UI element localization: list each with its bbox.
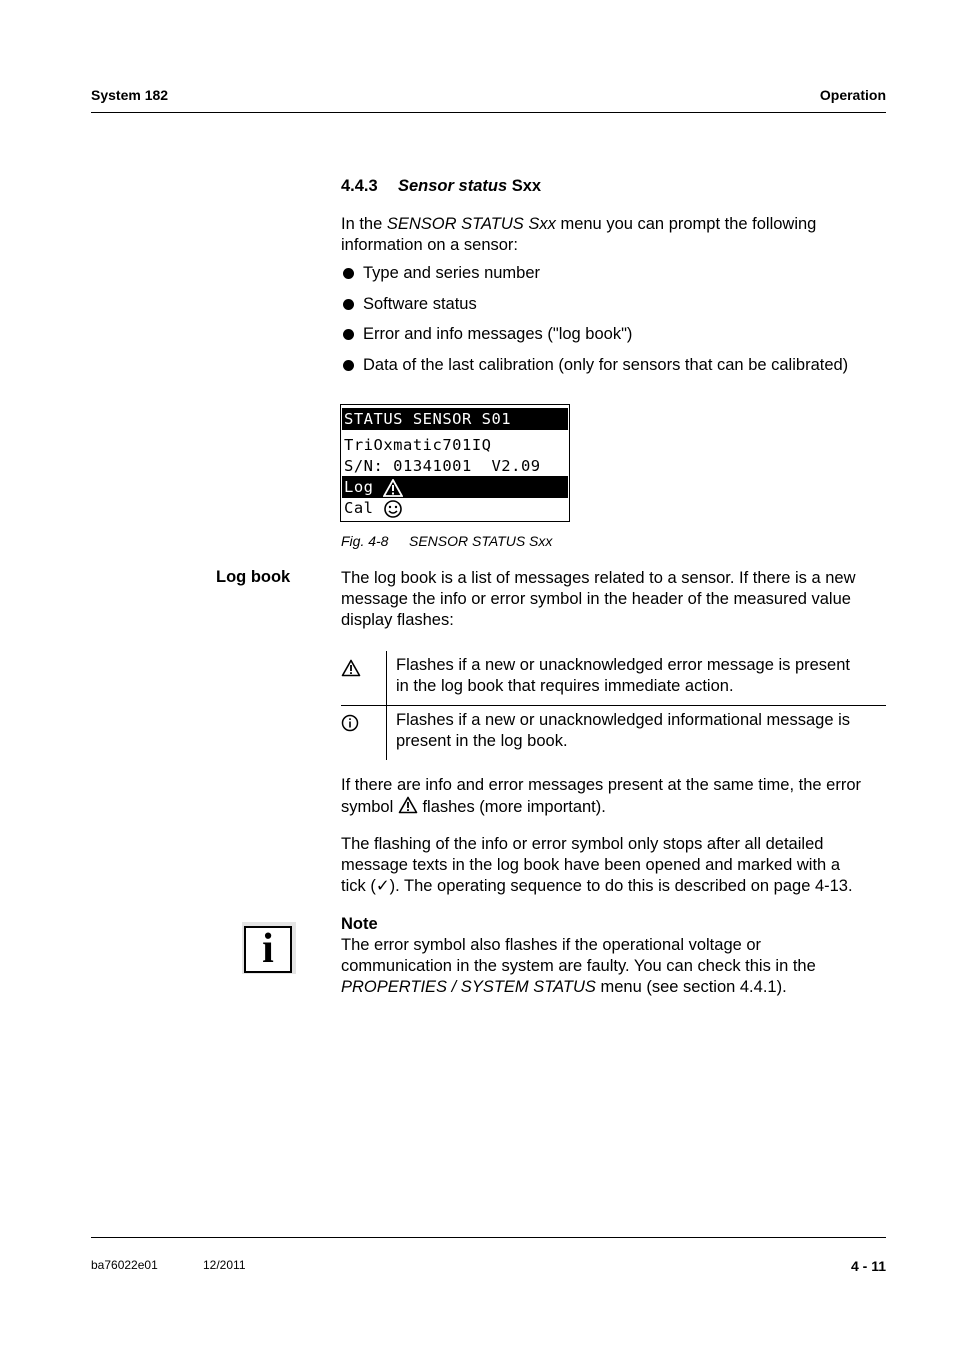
note-menu-name: PROPERTIES / SYSTEM STATUS — [341, 978, 596, 996]
flashing-text-line: message texts in the log book have been opened and marked with a — [341, 856, 840, 874]
display-sensor-type: TriOxmatic701IQ — [344, 436, 492, 454]
note-text-line: communication in the system are faulty. You can check this in the — [341, 957, 816, 975]
warning-icon — [398, 796, 418, 814]
list-item — [341, 294, 848, 315]
table-desc-cell — [387, 706, 887, 761]
intro-paragraph — [341, 214, 816, 256]
header-chapter: Operation — [819, 87, 886, 103]
list-item — [341, 355, 848, 376]
display-serial-version: S/N: 01341001 V2.09 — [344, 457, 541, 475]
warning-icon — [383, 479, 403, 497]
figure-caption-text: SENSOR STATUS Sxx — [409, 533, 553, 549]
footer-rule — [91, 1237, 886, 1238]
list-item — [341, 324, 848, 345]
note-icon-letter: i — [262, 926, 274, 972]
intro-text-2: menu you can prompt the following — [555, 215, 817, 233]
logbook-side-label: Log book — [216, 568, 291, 586]
section-number: 4.4.3 — [341, 177, 378, 195]
priority-text-post: flashes (more important). — [417, 798, 606, 816]
priority-text-pre: symbol — [341, 798, 398, 816]
intro-text: In the — [341, 215, 387, 233]
section-title-italic: Sensor status — [398, 177, 508, 195]
figure-caption — [341, 533, 552, 549]
note-text-line: menu (see section 4.4.1). — [595, 978, 787, 996]
table-desc-cell — [387, 651, 887, 706]
footer-doc-number: ba76022e01 — [91, 1258, 158, 1272]
symbol-table — [341, 651, 886, 760]
smiley-icon — [383, 499, 403, 519]
logbook-text-line: The log book is a list of messages related to a sensor. If there is a new — [341, 569, 856, 587]
bullet-icon — [343, 268, 354, 279]
flashing-text-line: The flashing of the info or error symbol only stops after all detailed — [341, 835, 824, 853]
list-item-text: Type and series number — [363, 264, 541, 282]
priority-text-line: If there are info and error messages present at the same time, the error — [341, 776, 861, 794]
intro-text-3: information on a sensor: — [341, 236, 519, 254]
page-number: 4 - 11 — [850, 1258, 886, 1274]
note-text-line: The error symbol also flashes if the operational voltage or — [341, 936, 762, 954]
logbook-text-line: message the info or error symbol in the header of the measured value — [341, 590, 851, 608]
section-title — [341, 177, 541, 196]
info-icon — [341, 714, 359, 732]
logbook-text-line: display flashes: — [341, 611, 454, 629]
note-title: Note — [341, 915, 378, 933]
table-row — [341, 706, 886, 761]
intro-menu-name: SENSOR STATUS Sxx — [386, 215, 556, 233]
table-icon-cell — [341, 706, 387, 761]
logbook-paragraph — [341, 568, 856, 631]
table-desc-text: present in the log book. — [396, 732, 568, 750]
bullet-icon — [343, 360, 354, 371]
display-log-row — [342, 476, 568, 498]
list-item-text: Data of the last calibration (only for sensors that can be calibrated) — [363, 355, 849, 374]
note-info-icon — [242, 922, 296, 974]
bullet-icon — [343, 299, 354, 310]
info-list — [341, 263, 848, 385]
priority-paragraph — [341, 775, 861, 818]
list-item-text: Software status — [363, 294, 477, 313]
flashing-text-line: tick (✓). The operating sequence to do this is described on page 4-13. — [341, 877, 853, 895]
warning-icon — [341, 659, 361, 677]
table-desc-text: Flashes if a new or unacknowledged informational message is — [396, 711, 850, 729]
note-block — [341, 914, 816, 998]
table-desc-text: in the log book that requires immediate action. — [396, 677, 734, 695]
display-log-label: Log — [344, 478, 374, 496]
display-header-row: STATUS SENSOR S01 — [342, 408, 568, 430]
header-rule — [91, 112, 886, 113]
display-cal-row — [342, 497, 568, 519]
sensor-status-display — [340, 404, 570, 522]
display-cal-label: Cal — [344, 499, 374, 517]
flashing-paragraph — [341, 834, 853, 897]
section-title-suffix: Sxx — [507, 177, 542, 195]
table-icon-cell — [341, 651, 387, 706]
header-title: System 182 — [91, 87, 169, 103]
table-row — [341, 651, 886, 706]
footer-date: 12/2011 — [203, 1258, 246, 1272]
list-item-text: Error and info messages ("log book") — [363, 325, 633, 343]
table-desc-text: Flashes if a new or unacknowledged error message is present — [396, 656, 850, 674]
bullet-icon — [343, 329, 354, 340]
list-item — [341, 263, 848, 284]
figure-label: Fig. 4-8 — [341, 533, 389, 549]
